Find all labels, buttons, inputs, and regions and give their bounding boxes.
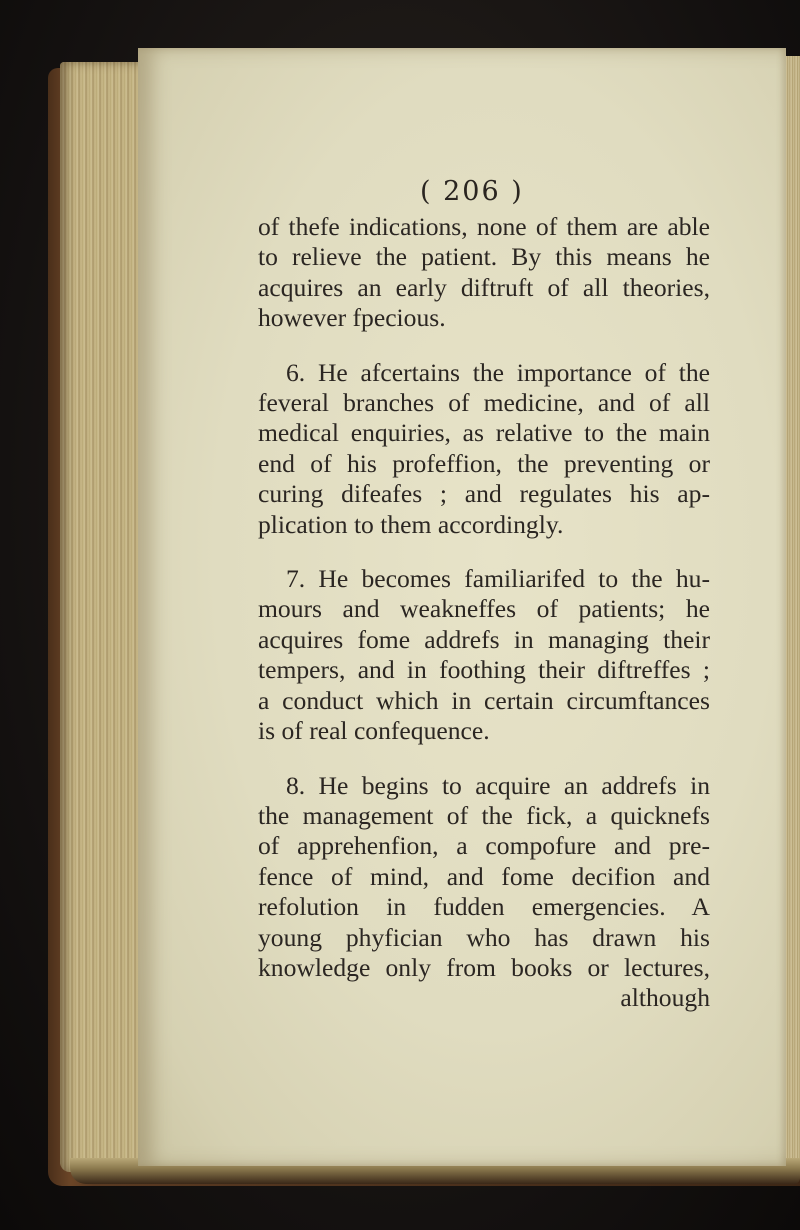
text-line: 6. He afcertains the importance of the [286, 357, 710, 387]
catchword: although [620, 983, 710, 1013]
text-line: is of real confequence. [258, 716, 490, 746]
text-line: of apprehenfion, a compofure and pre- [258, 831, 710, 861]
text-line: knowledge only from books or lectures, [258, 952, 710, 982]
text-line: medical enquiries, as relative to the main [258, 418, 710, 448]
text-line: fence of mind, and fome decifion and [258, 861, 710, 891]
page-edges-left [60, 62, 146, 1172]
text-line: curing difeafes ; and regulates his ap- [258, 479, 710, 509]
text-line: of thefe indications, none of them are able [258, 212, 710, 241]
text-line: feveral branches of medicine, and of all [258, 388, 710, 418]
text-line: acquires fome addrefs in managing their [258, 624, 710, 654]
text-line: mours and weakneffes of patients; he [258, 594, 710, 624]
text-line: refolution in fudden emergencies. A [258, 892, 710, 922]
text-line: a conduct which in certain circumftances [258, 685, 710, 715]
paragraph [258, 212, 710, 334]
paragraph [258, 358, 710, 540]
text-line: to relieve the patient. By this means he [258, 242, 710, 272]
text-line: 7. He becomes familiarifed to the hu- [286, 564, 710, 594]
text-line: however fpecious. [258, 303, 446, 333]
page-number-header: ( 206 ) [420, 176, 524, 207]
paragraph [258, 771, 710, 1014]
text-line: the management of the fick, a quicknefs [258, 800, 710, 830]
page-text [258, 212, 710, 1014]
paragraph [258, 564, 710, 746]
text-line: end of his profeffion, the preventing or [258, 448, 710, 478]
text-line: plication to them accordingly. [258, 509, 564, 539]
text-line: 8. He begins to acquire an addrefs in [286, 770, 710, 800]
text-line: acquires an early diftruft of all theories, [258, 272, 710, 302]
text-line: tempers, and in foothing their diftreffes ; [258, 655, 710, 685]
text-line: young phyfician who has drawn his [258, 922, 710, 952]
